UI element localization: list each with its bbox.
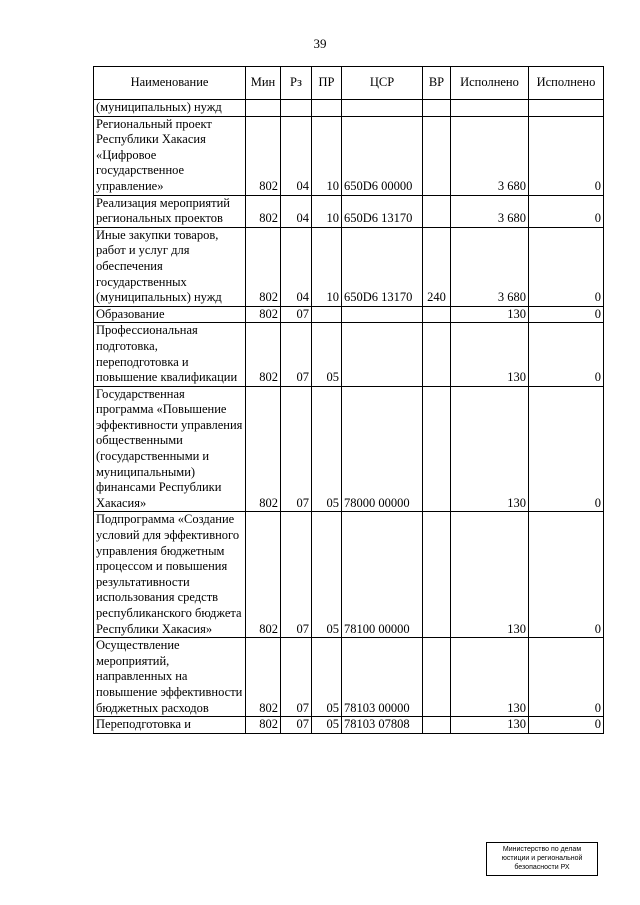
cell-rz: 07 <box>281 512 312 638</box>
cell-csr: 650D6 00000 <box>342 116 423 195</box>
cell-rz: 07 <box>281 638 312 717</box>
cell-csr: 650D6 13170 <box>342 195 423 227</box>
cell-min: 802 <box>246 386 281 512</box>
table-row <box>94 717 604 734</box>
cell-csr: 78000 00000 <box>342 386 423 512</box>
cell-executed-1: 130 <box>451 323 529 386</box>
table-row <box>94 323 604 386</box>
page-number: 39 <box>313 36 327 51</box>
table-row <box>94 195 604 227</box>
cell-name: (муниципальных) нужд <box>94 100 246 117</box>
cell-executed-2 <box>529 100 604 117</box>
cell-executed-1: 130 <box>451 717 529 734</box>
stamp-line-1: Министерство по делам <box>502 846 582 853</box>
cell-executed-2: 0 <box>529 116 604 195</box>
cell-executed-1: 130 <box>451 638 529 717</box>
stamp-line-2: юстиции и региональной <box>501 855 583 862</box>
cell-name: Иные закупки товаров, работ и услуг для обеспечения государственных (муниципальных) нужд <box>94 227 246 306</box>
cell-csr <box>342 306 423 323</box>
cell-vr <box>423 512 451 638</box>
cell-vr <box>423 323 451 386</box>
cell-executed-1: 130 <box>451 386 529 512</box>
cell-pr: 05 <box>312 717 342 734</box>
cell-executed-1: 3 680 <box>451 116 529 195</box>
cell-rz <box>281 100 312 117</box>
cell-executed-1: 3 680 <box>451 195 529 227</box>
table-row <box>94 638 604 717</box>
table-row <box>94 386 604 512</box>
cell-executed-2: 0 <box>529 386 604 512</box>
cell-min: 802 <box>246 717 281 734</box>
cell-rz: 07 <box>281 306 312 323</box>
cell-min: 802 <box>246 195 281 227</box>
cell-name: Государственная программа «Повышение эффективности управления общественными (государственными и муниципальными) финансами Республики Хакасия» <box>94 386 246 512</box>
budget-table <box>93 66 604 734</box>
ministry-stamp <box>486 842 598 876</box>
cell-min: 802 <box>246 116 281 195</box>
header-name: Наименование <box>94 67 246 100</box>
cell-executed-1 <box>451 100 529 117</box>
header-executed-2: Исполнено <box>529 67 604 100</box>
header-csr: ЦСР <box>342 67 423 100</box>
cell-executed-2: 0 <box>529 323 604 386</box>
cell-name: Переподготовка и <box>94 717 246 734</box>
cell-csr: 650D6 13170 <box>342 227 423 306</box>
cell-name: Реализация мероприятий региональных проектов <box>94 195 246 227</box>
cell-pr <box>312 100 342 117</box>
cell-vr <box>423 638 451 717</box>
cell-rz: 07 <box>281 323 312 386</box>
table-row <box>94 306 604 323</box>
cell-min: 802 <box>246 638 281 717</box>
cell-vr <box>423 100 451 117</box>
cell-pr: 05 <box>312 323 342 386</box>
cell-rz: 04 <box>281 227 312 306</box>
cell-rz: 07 <box>281 386 312 512</box>
table-row <box>94 100 604 117</box>
header-min: Мин <box>246 67 281 100</box>
cell-executed-2: 0 <box>529 512 604 638</box>
cell-vr <box>423 386 451 512</box>
cell-vr <box>423 306 451 323</box>
cell-pr: 05 <box>312 638 342 717</box>
cell-min: 802 <box>246 512 281 638</box>
cell-executed-1: 130 <box>451 306 529 323</box>
cell-min: 802 <box>246 306 281 323</box>
cell-min: 802 <box>246 227 281 306</box>
cell-name: Осуществление мероприятий, направленных на повышение эффективности бюджетных расходов <box>94 638 246 717</box>
cell-executed-1: 3 680 <box>451 227 529 306</box>
header-executed-1: Исполнено <box>451 67 529 100</box>
cell-pr <box>312 306 342 323</box>
cell-name: Подпрограмма «Создание условий для эффективного управления бюджетным процессом и повышения результативности использования средств республиканского бюджета Республики Хакасия» <box>94 512 246 638</box>
cell-pr: 10 <box>312 227 342 306</box>
stamp-line-3: безопасности РХ <box>514 864 570 871</box>
cell-executed-2: 0 <box>529 227 604 306</box>
cell-pr: 10 <box>312 116 342 195</box>
cell-vr: 240 <box>423 227 451 306</box>
cell-executed-2: 0 <box>529 638 604 717</box>
table-row <box>94 116 604 195</box>
cell-csr <box>342 100 423 117</box>
cell-rz: 07 <box>281 717 312 734</box>
cell-executed-2: 0 <box>529 717 604 734</box>
header-vr: ВР <box>423 67 451 100</box>
cell-executed-1: 130 <box>451 512 529 638</box>
table-header-row <box>94 67 604 100</box>
cell-name: Образование <box>94 306 246 323</box>
cell-vr <box>423 195 451 227</box>
cell-executed-2: 0 <box>529 306 604 323</box>
table-row <box>94 227 604 306</box>
cell-min: 802 <box>246 323 281 386</box>
cell-rz: 04 <box>281 116 312 195</box>
cell-csr: 78103 07808 <box>342 717 423 734</box>
header-pr: ПР <box>312 67 342 100</box>
cell-csr: 78103 00000 <box>342 638 423 717</box>
cell-pr: 05 <box>312 386 342 512</box>
cell-name: Профессиональная подготовка, переподготовка и повышение квалификации <box>94 323 246 386</box>
cell-vr <box>423 116 451 195</box>
header-rz: Рз <box>281 67 312 100</box>
cell-rz: 04 <box>281 195 312 227</box>
cell-pr: 10 <box>312 195 342 227</box>
table-row <box>94 512 604 638</box>
cell-executed-2: 0 <box>529 195 604 227</box>
cell-vr <box>423 717 451 734</box>
cell-csr <box>342 323 423 386</box>
cell-csr: 78100 00000 <box>342 512 423 638</box>
cell-min <box>246 100 281 117</box>
cell-pr: 05 <box>312 512 342 638</box>
cell-name: Региональный проект Республики Хакасия «Цифровое государственное управление» <box>94 116 246 195</box>
